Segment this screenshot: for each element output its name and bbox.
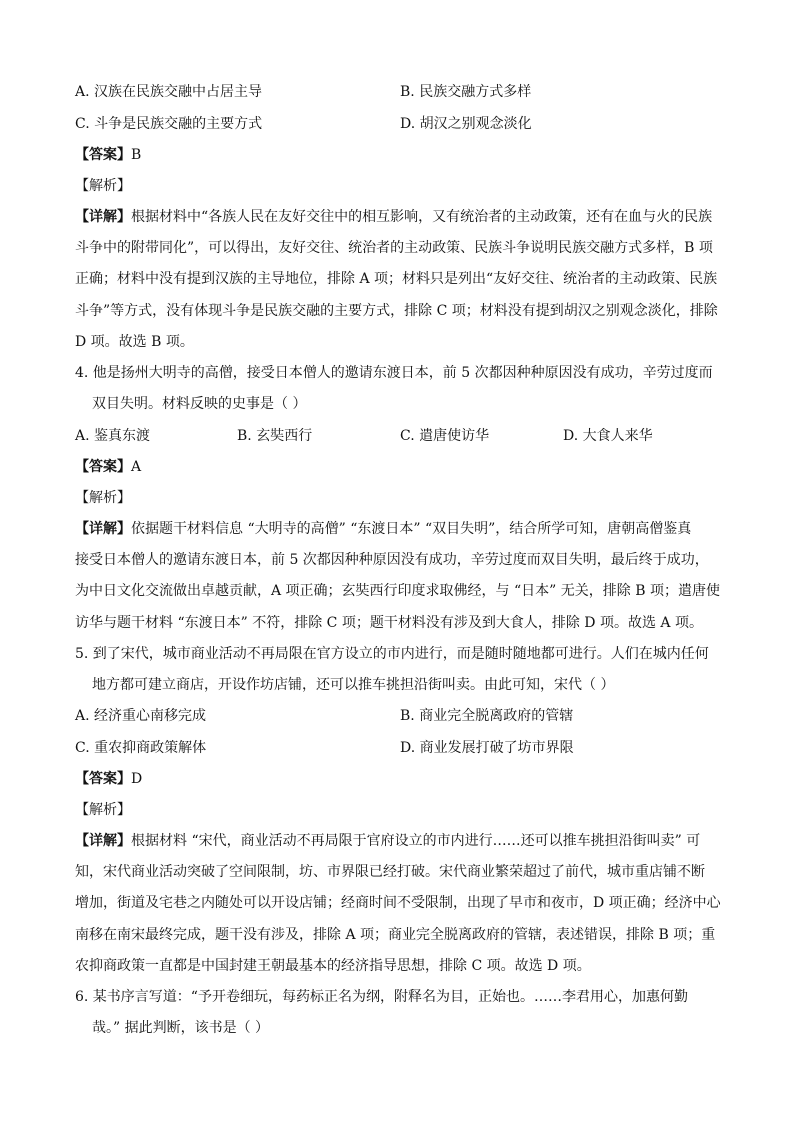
detail-line: 斗争中的附带同化”，可以得出，友好交往、统治者的主动政策、民族斗争说明民族交融方式多样，B 项: [75, 240, 713, 257]
stem-line: 哉。” 据此判断，该书是（ ）: [92, 1020, 270, 1037]
stem-line: 双目失明。材料反映的史事是（ ）: [92, 396, 307, 413]
q4-option-b: B. 玄奘西行: [237, 428, 313, 444]
detail-label: 【详解】: [75, 209, 131, 225]
q3-option-c: C. 斗争是民族交融的主要方式: [75, 116, 263, 132]
q5-option-a: A. 经济重心南移完成: [75, 708, 207, 724]
answer-label: 【答案】: [75, 147, 131, 163]
detail-line: 接受日本僧人的邀请东渡日本，前 5 次都因种种原因没有成功，辛劳过度而双目失明，最后终于成功，: [75, 552, 709, 569]
q5-stem: [75, 639, 725, 701]
detail-line: 南移在南宋最终完成，题干没有涉及，排除 A 项；商业完全脱离政府的管辖，表述错误，排除 B 项；重: [75, 926, 716, 943]
detail-line: D 项。故选 B 项。: [75, 333, 194, 350]
detail-line: 访华与题干材料 “东渡日本” 不符，排除 C 项；题干材料没有涉及到大食人，排除 D 项。故选 A 项。: [75, 614, 703, 631]
answer-value: D: [131, 771, 143, 787]
q5-option-b: B. 商业完全脱离政府的管辖: [400, 708, 574, 724]
q4-detail: [75, 514, 725, 639]
detail-line: 为中日文化交流做出卓越贡献，A 项正确；玄奘西行印度求取佛经，与 “日本” 无关，排除 B 项；遣唐使: [75, 583, 720, 600]
q6-stem: [75, 982, 725, 1044]
stem-line: 5. 到了宋代，城市商业活动不再局限在官方设立的市内进行，而是随时随地都可进行。人们在城内任何: [75, 646, 709, 662]
detail-line: 农抑商政策一直都是中国封建王朝最基本的经济指导思想，排除 C 项。故选 D 项。: [75, 957, 591, 974]
detail-line: 【详解】根据材料中“各族人民在友好交往中的相互影响，又有统治者的主动政策，还有在血与火的民族: [75, 209, 713, 225]
answer-value: B: [131, 147, 142, 163]
q5-option-d: D. 商业发展打破了坊市界限: [400, 740, 574, 756]
stem-line: 地方都可建立商店，开设作坊店铺，还可以推车挑担沿街叫卖。由此可知，宋代（ ）: [92, 677, 615, 694]
q5-option-c: C. 重农抑商政策解体: [75, 740, 207, 756]
detail-line: 斗争”等方式，没有体现斗争是民族交融的主要方式，排除 C 项；材料没有提到胡汉之别观念淡化，排除: [75, 302, 718, 319]
q4-stem: [75, 358, 725, 420]
q3-answer: [75, 145, 141, 165]
detail-line: 【详解】根据材料 “宋代，商业活动不再局限于官府设立的市内进行……还可以推车挑担沿街叫卖” 可: [75, 833, 701, 849]
q4-analysis-label: 【解析】: [75, 490, 131, 506]
answer-label: 【答案】: [75, 459, 131, 475]
detail-line: 【详解】依据题干材料信息 “大明寺的高僧” “东渡日本” “双目失明”，结合所学可知，唐朝高僧鉴真: [75, 521, 692, 537]
answer-value: A: [131, 459, 142, 475]
detail-line: 知，宋代商业活动突破了空间限制，坊、市界限已经打破。宋代商业繁荣超过了前代，城市重店铺不断: [75, 864, 705, 881]
q3-option-a: A. 汉族在民族交融中占居主导: [75, 84, 263, 100]
q4-option-a: A. 鉴真东渡: [75, 428, 151, 444]
q5-analysis-label: 【解析】: [75, 802, 131, 818]
detail-line: 正确；材料中没有提到汉族的主导地位，排除 A 项；材料只是列出“友好交往、统治者的主动政策、民族: [75, 271, 718, 288]
q4-option-d: D. 大食人来华: [563, 428, 653, 444]
q3-analysis-label: 【解析】: [75, 178, 131, 194]
detail-label: 【详解】: [75, 833, 131, 849]
q4-answer: [75, 457, 141, 477]
detail-line: 增加，街道及宅巷之内随处可以开设店铺；经商时间不受限制，出现了早市和夜市，D 项正确；经济中心: [75, 895, 721, 912]
q5-detail: [75, 826, 725, 982]
q4-option-c: C. 遣唐使访华: [400, 428, 490, 444]
q5-answer: [75, 769, 142, 789]
q3-option-b: B. 民族交融方式多样: [400, 84, 532, 100]
q3-option-d: D. 胡汉之别观念淡化: [400, 116, 532, 132]
stem-line: 4. 他是扬州大明寺的高僧，接受日本僧人的邀请东渡日本，前 5 次都因种种原因没有成功，辛劳过度而: [75, 365, 713, 381]
stem-line: 6. 某书序言写道：“予开卷细玩，每药标正名为纲，附释名为目，正始也。……李君用心，加惠何勤: [75, 989, 688, 1005]
answer-label: 【答案】: [75, 771, 131, 787]
q3-detail: [75, 202, 725, 358]
detail-label: 【详解】: [75, 521, 131, 537]
